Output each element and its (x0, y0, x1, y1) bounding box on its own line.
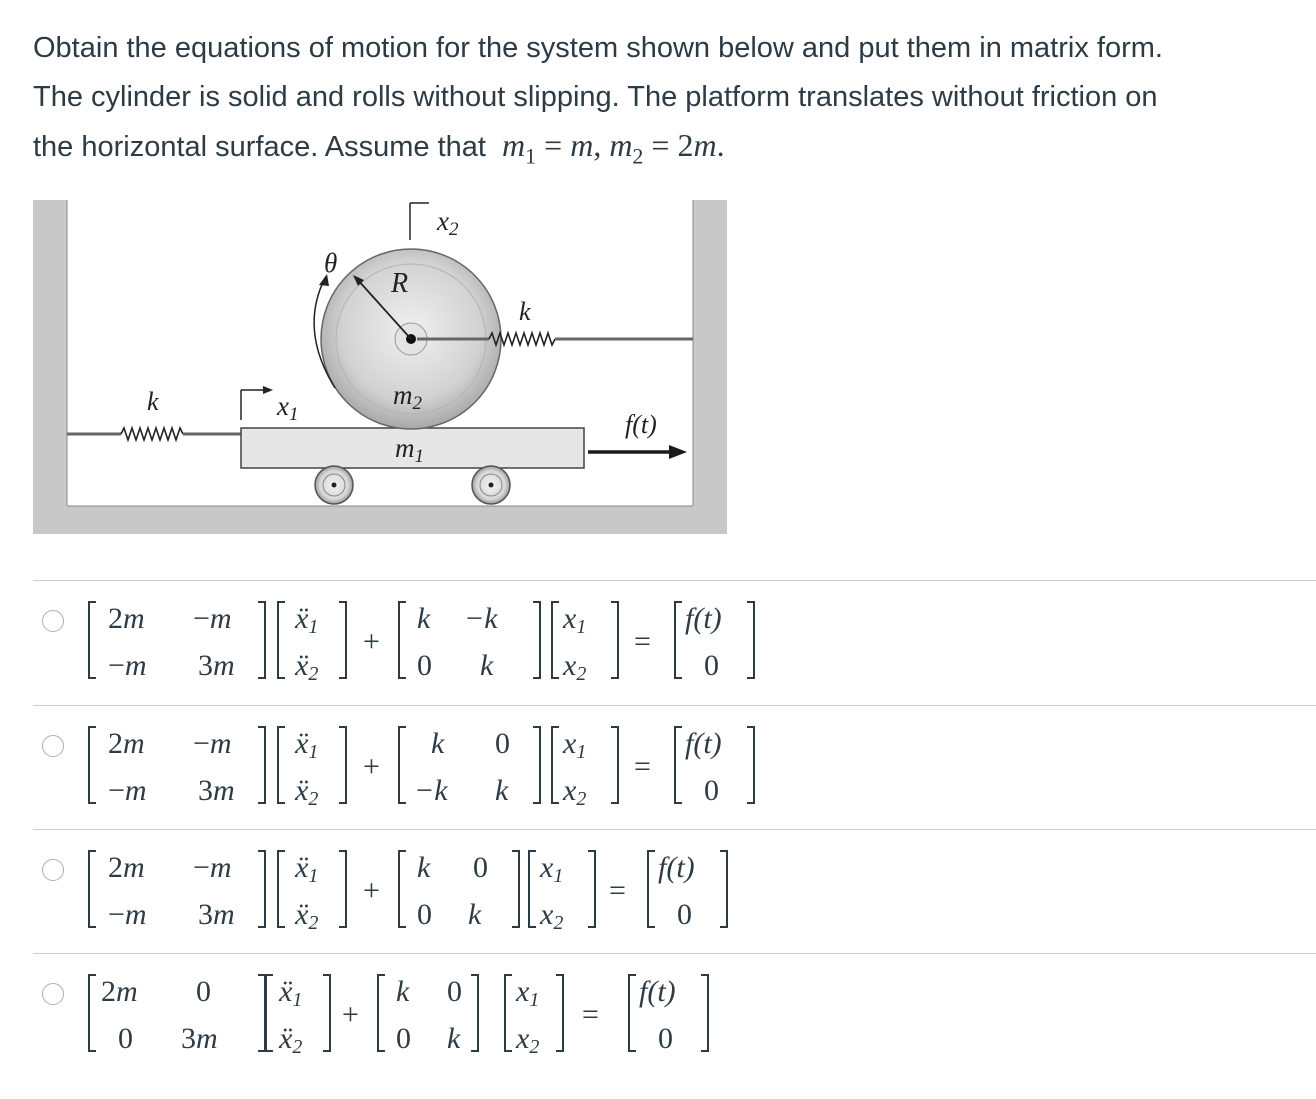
m1-value: m (570, 127, 594, 163)
stiffness-matrix-11: k (417, 602, 431, 635)
acceleration-1: ẍ1 (295, 727, 319, 763)
spring-left-label: k (147, 387, 159, 416)
question-line-3 (33, 121, 1303, 181)
plus-sign: + (363, 750, 380, 783)
force-vector-1: f(t) (639, 975, 676, 1008)
acceleration-2: ẍ2 (295, 774, 319, 810)
stiffness-matrix-21: 0 (417, 649, 432, 682)
left-wheel (315, 466, 353, 504)
stiffness-matrix-12: 0 (447, 975, 462, 1008)
mass-matrix-21: −m (108, 774, 147, 807)
m1-symbol: m (502, 127, 526, 163)
stiffness-matrix-21: 0 (396, 1022, 411, 1055)
plus-sign: + (363, 874, 380, 907)
acceleration-2: ẍ2 (295, 898, 319, 934)
right-wheel (472, 466, 510, 504)
acceleration-2: ẍ2 (295, 649, 319, 685)
stiffness-matrix-22: k (480, 649, 494, 682)
stiffness-matrix-21: 0 (417, 898, 432, 931)
force-vector-2: 0 (677, 898, 692, 931)
mass-matrix-22: 3m (198, 649, 235, 682)
question-text (33, 24, 1303, 181)
m2-coefficient: 2 (677, 127, 694, 163)
displacement-2: x2 (563, 649, 587, 685)
mass-matrix-21: −m (108, 649, 147, 682)
displacement-2: x2 (540, 898, 564, 934)
answer-option-4[interactable] (33, 954, 1316, 1078)
stiffness-matrix-11: k (396, 975, 410, 1008)
x1-label: x1 (277, 391, 299, 425)
answer-equation-2 (33, 706, 1316, 830)
mass-matrix-11: 2m (108, 602, 145, 635)
stiffness-matrix-22: k (468, 898, 482, 931)
answer-equation-1 (33, 581, 1316, 705)
acceleration-2: ẍ2 (279, 1022, 303, 1058)
system-diagram (33, 200, 727, 534)
m2-label: m2 (393, 380, 422, 414)
acceleration-1: ẍ1 (295, 851, 319, 887)
displacement-1: x1 (516, 975, 540, 1011)
answer-option-2[interactable] (33, 706, 1316, 830)
answer-option-3[interactable] (33, 830, 1316, 954)
mass-matrix-12: −m (193, 851, 232, 884)
mass-matrix-11: 2m (108, 727, 145, 760)
equals-sign: = (634, 750, 651, 783)
displacement-2: x2 (563, 774, 587, 810)
force-vector-2: 0 (658, 1022, 673, 1055)
answer-equation-4 (33, 954, 1316, 1078)
bracket-left (89, 602, 96, 678)
stiffness-matrix-21: −k (414, 774, 448, 807)
mass-matrix-22: 3m (181, 1022, 218, 1055)
mass-assumption (494, 127, 725, 169)
mass-matrix-11: 2m (108, 851, 145, 884)
question-line-2: The cylinder is solid and rolls without slipping. The platform translates without friction on (33, 80, 1158, 113)
radius-label: R (391, 268, 409, 299)
stiffness-matrix-22: k (447, 1022, 461, 1055)
equals-sign: = (536, 127, 571, 163)
spring-right-label: k (519, 297, 531, 326)
stiffness-matrix-11: k (431, 727, 445, 760)
stiffness-matrix-12: 0 (495, 727, 510, 760)
acceleration-1: ẍ1 (295, 602, 319, 638)
mass-matrix-21: 0 (118, 1022, 133, 1055)
plus-sign: + (363, 625, 380, 658)
stiffness-matrix-12: 0 (473, 851, 488, 884)
plus-sign: + (342, 998, 359, 1031)
displacement-1: x1 (540, 851, 564, 887)
mass-matrix-22: 3m (198, 774, 235, 807)
m2-symbol: m (609, 127, 633, 163)
mass-matrix-11: 2m (101, 975, 138, 1008)
force-label: f(t) (625, 410, 657, 439)
m2-subscript: 2 (632, 143, 644, 169)
force-vector-1: f(t) (658, 851, 695, 884)
equals-sign: = (582, 998, 599, 1031)
displacement-1: x1 (563, 727, 587, 763)
stiffness-matrix-22: k (495, 774, 509, 807)
question-line-3-text: the horizontal surface. Assume that (33, 131, 486, 163)
theta-label: θ (324, 248, 338, 278)
answer-equation-3 (33, 830, 1316, 954)
bracket-right (258, 602, 265, 678)
stiffness-matrix-11: k (417, 851, 431, 884)
m1-subscript: 1 (525, 143, 537, 169)
displacement-2: x2 (516, 1022, 540, 1058)
displacement-1: x1 (563, 602, 587, 638)
mass-matrix-12: −m (193, 602, 232, 635)
force-vector-2: 0 (704, 649, 719, 682)
mass-matrix-12: −m (193, 727, 232, 760)
mass-matrix-22: 3m (198, 898, 235, 931)
acceleration-1: ẍ1 (279, 975, 303, 1011)
answer-option-1[interactable] (33, 581, 1316, 705)
stiffness-matrix-12: −k (464, 602, 498, 635)
period: . (716, 127, 725, 163)
force-vector-1: f(t) (685, 727, 722, 760)
mass-matrix-12: 0 (196, 975, 211, 1008)
m2-unit: m (693, 127, 717, 163)
question-line-1: Obtain the equations of motion for the system shown below and put them in matrix form. (33, 32, 1163, 64)
x2-label: x2 (437, 206, 459, 240)
force-vector-2: 0 (704, 774, 719, 807)
equals-sign: = (609, 874, 626, 907)
comma: , (593, 127, 610, 163)
equals-sign: = (634, 625, 651, 658)
equals-sign: = (643, 127, 678, 163)
mass-matrix-21: −m (108, 898, 147, 931)
m1-label: m1 (395, 433, 424, 467)
force-vector-1: f(t) (685, 602, 722, 635)
